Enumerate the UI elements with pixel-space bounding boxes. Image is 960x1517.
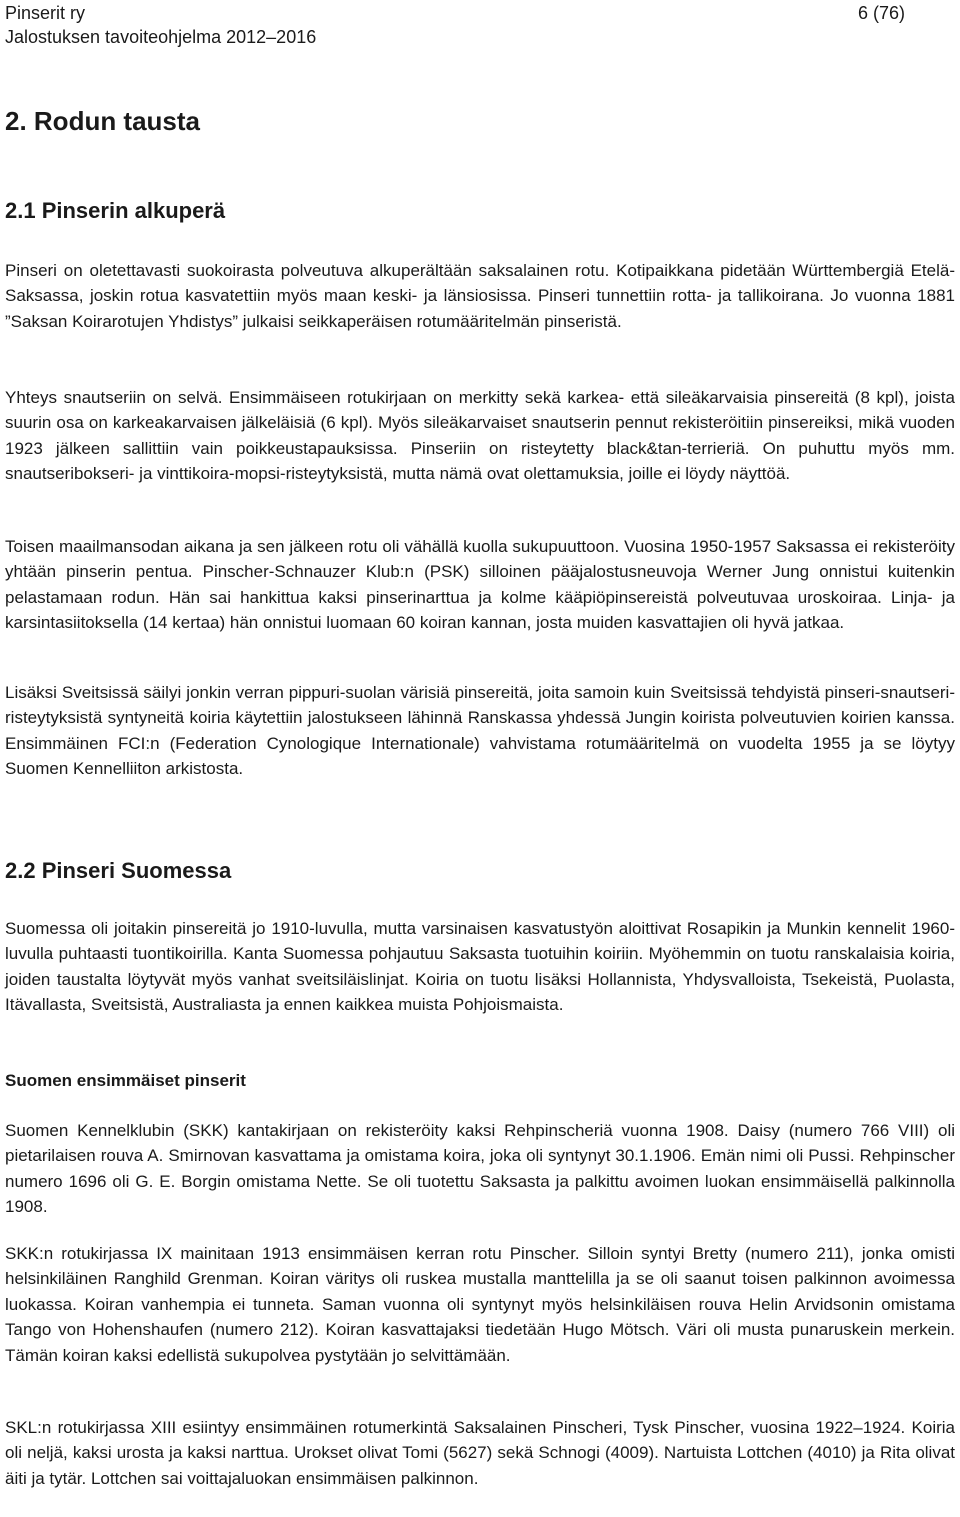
section-title-finland: 2.2 Pinseri Suomessa xyxy=(5,858,232,883)
section-title-origin: 2.1 Pinserin alkuperä xyxy=(5,198,226,223)
document-page xyxy=(5,0,955,1488)
paragraph-first-pinschers-2: SKK:n rotukirjassa IX mainitaan 1913 ensimmäisen kerran rotu Pinscher. Silloin syntyi Bretty (numero 211), jonka omisti helsinkiläinen Ranghild Grenman. Koiran väritys oli ruskea mustalla manttelilla ja se oli saanut toisen palkinnon avoimessa luokassa. Koiran vanhempia ei tunneta. Saman vuonna oli syntynyt myös helsinkiläisen rouva Helin Arvidsonin omistama Tango von Hohenshaufen (numero 212). Koiran kasvattajaksi tiedetään Hugo Mötsch. Väri oli musta punaruskein merkein. Tämän koiran kaksi edellistä sukupolvea pystytään jo selvittämään. xyxy=(5,1244,955,1365)
header-document-title: Jalostuksen tavoiteohjelma 2012–2016 xyxy=(5,27,317,47)
paragraph-origin-1: Pinseri on oletettavasti suokoirasta polveutuva alkuperältään saksalainen rotu. Kotipaikkana pidetään Württembergiä Etelä-Saksassa, joskin rotua kasvatettiin myös maan keski- ja länsiosissa. Pinseri tunnettiin rotta- ja tallikoirana. Jo vuonna 1881 ”Saksan Koirarotujen Yhdistys” julkaisi seikkaperäisen rotumääritelmän pinseristä. xyxy=(5,261,955,331)
paragraph-origin-3: Toisen maailmansodan aikana ja sen jälkeen rotu oli vähällä kuolla sukupuuttoon. Vuosina 1950-1957 Saksassa ei rekisteröity yhtään pinserin pentua. Pinscher-Schnauzer Klub:n (PSK) silloinen pääjalostusneuvoja Werner Jung onnistui kuitenkin pelastamaan rodun. Hän sai hankittua kaksi pinserinarttua ja kolme kääpiöpinsereistä polveutuvaa uroskoiraa. Linja- ja karsintasiitoksella (14 kertaa) hän onnistui luomaan 60 koiran kannan, josta muiden kasvattajien oli hyvä jatkaa. xyxy=(5,537,955,633)
header-organization: Pinserit ry xyxy=(5,3,86,23)
chapter-title: 2. Rodun tausta xyxy=(5,106,201,136)
paragraph-origin-4: Lisäksi Sveitsissä säilyi jonkin verran pippuri-suolan värisiä pinsereitä, joita samoin kuin Sveitsissä tehdyistä pinseri-snautseri-risteytyksistä syntyneitä koiria käytettiin jalostukseen lähinnä Ranskassa yhdessä Jungin koirista polveutuvien koirien kanssa. Ensimmäinen FCI:n (Federation Cynologique Internationale) vahvistama rotumääritelmä on vuodelta 1955 ja se löytyy Suomen Kennelliiton arkistosta. xyxy=(5,683,955,779)
paragraph-origin-2: Yhteys snautseriin on selvä. Ensimmäiseen rotukirjaan on merkitty sekä karkea- että sileäkarvaisia pinsereitä (8 kpl), joista suurin osa on karkeakarvaisen jälkeläisiä (6 kpl). Myös sileäkarvaiset snautserin pennut rekisteröitiin pinsereiksi, mikä vuoden 1923 jälkeen sallittiin vain poikkeustapauksissa. Pinseriin on risteytetty black&tan-terrieriä. On puhuttu myös mm. snautseribokseri- ja vinttikoira-mopsi-risteytyksistä, mutta nämä ovat olettamuksia, joille ei löydy näyttöä. xyxy=(5,388,955,484)
paragraph-finland: Suomessa oli joitakin pinsereitä jo 1910-luvulla, mutta varsinaisen kasvatustyön aloittivat Rosapikin ja Munkin kennelit 1960-luvulla puhtaasti tuontikoirilla. Kanta Suomessa pohjautuu Saksasta tuotuihin koiriin. Myöhemmin on tuotu ranskalaisia koiria, joiden taustalta löytyvät myös vanhat sveitsiläislinjat. Koiria on tuotu lisäksi Hollannista, Yhdysvalloista, Tsekeistä, Puolasta, Itävallasta, Sveitsistä, Australiasta ja ennen kaikkea muista Pohjoismaista. xyxy=(5,919,955,1015)
page-header xyxy=(5,0,955,50)
paragraph-first-pinschers-1: Suomen Kennelklubin (SKK) kantakirjaan on rekisteröity kaksi Rehpinscheriä vuonna 1908. Daisy (numero 766 VIII) oli pietarilaisen rouva A. Smirnovan kasvattama ja omistama koira, joka oli syntynyt 30.1.1906. Emän nimi oli Pussi. Rehpinscher numero 1696 oli G. E. Borgin omistama Nette. Se oli tuotettu Saksasta ja palkittu avoimen luokan ensimmäisellä palkinnolla 1908. xyxy=(5,1121,955,1217)
subsection-title-first-pinschers: Suomen ensimmäiset pinserit xyxy=(5,1071,246,1090)
header-page-number: 6 (76) xyxy=(857,3,905,23)
paragraph-first-pinschers-3: SKL:n rotukirjassa XIII esiintyy ensimmäinen rotumerkintä Saksalainen Pinscheri, Tysk Pinscher, vuosina 1922–1924. Koiria oli neljä, kaksi urosta ja kaksi narttua. Urokset olivat Tomi (5627) sekä Schnogi (4009). Nartuista Lottchen (4010) ja Rita olivat äiti ja tytär. Lottchen sai voittajaluokan ensimmäisen palkinnon. xyxy=(5,1418,955,1488)
